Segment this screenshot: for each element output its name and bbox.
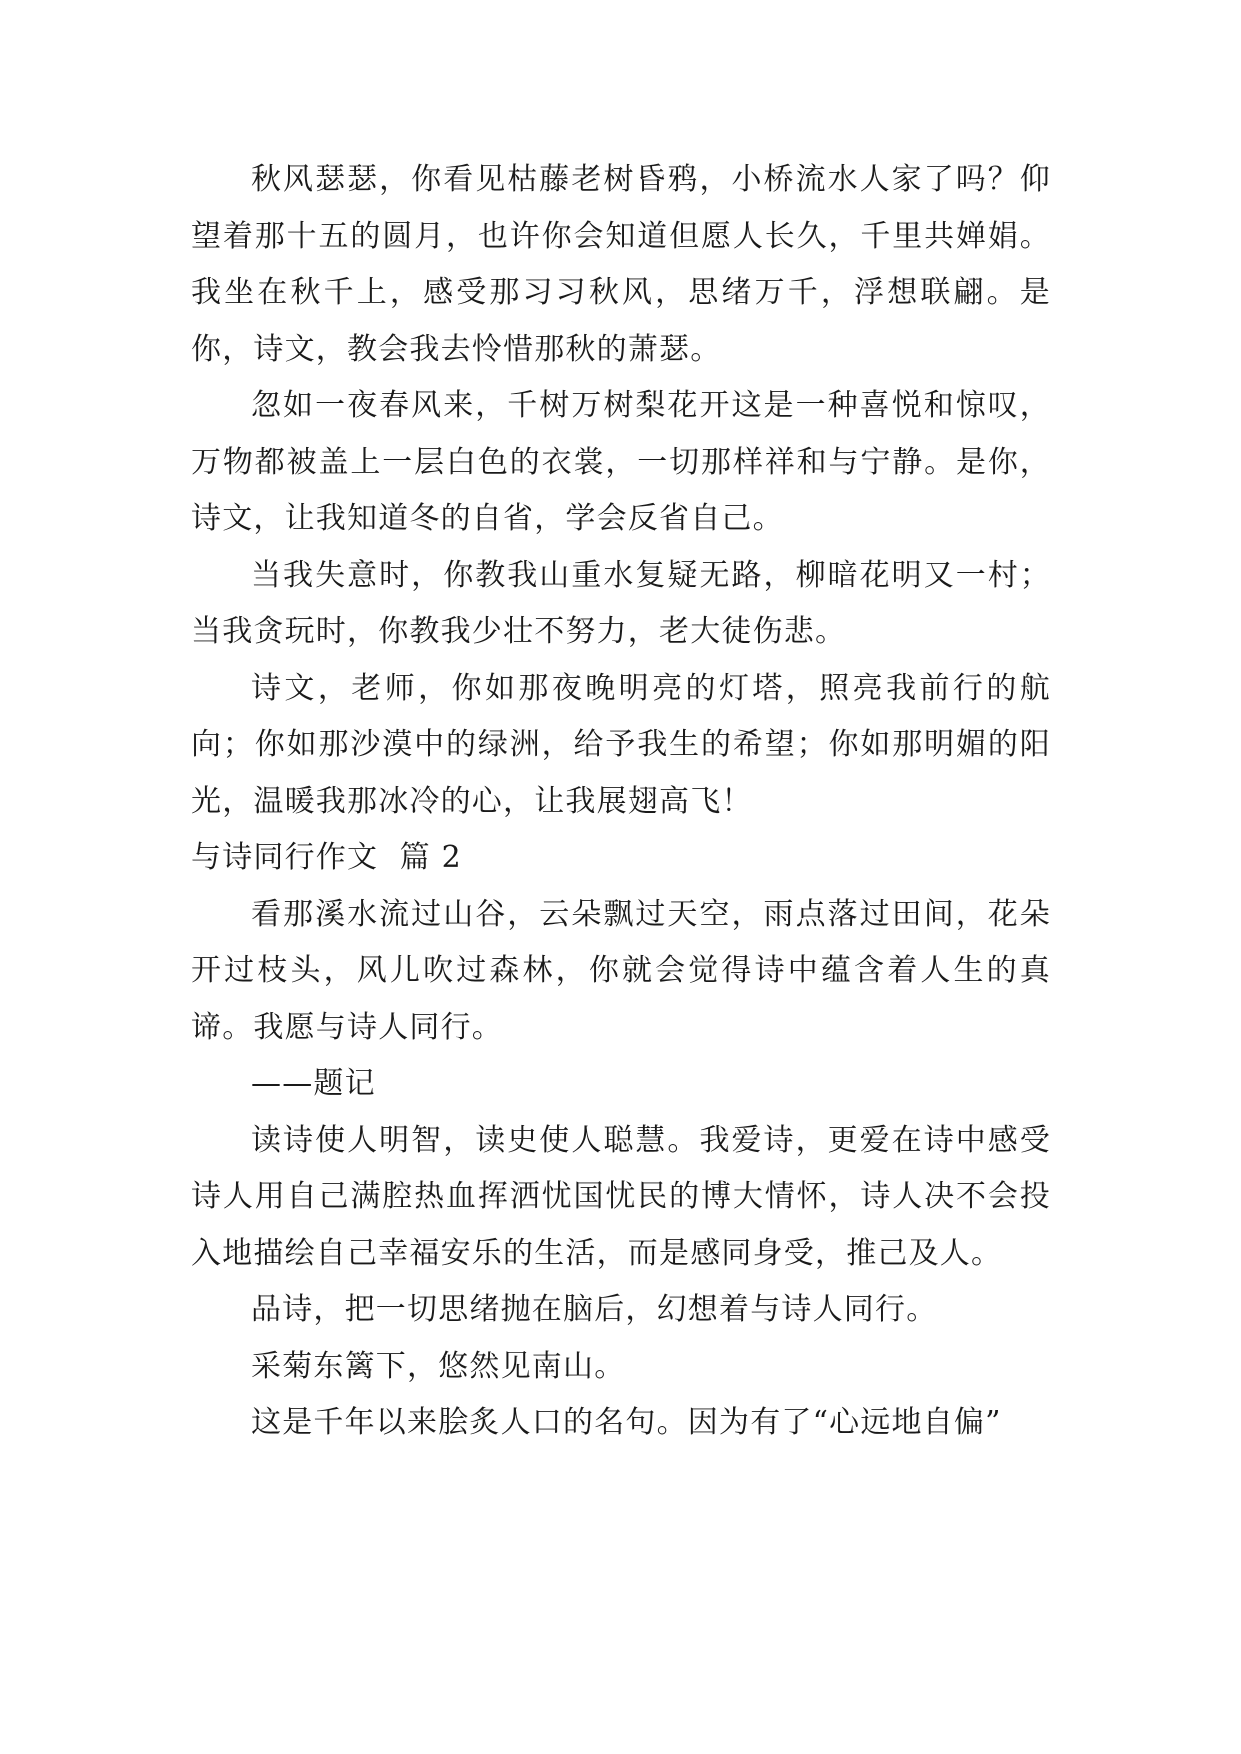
paragraph: 秋风瑟瑟，你看见枯藤老树昏鸦，小桥流水人家了吗？仰望着那十五的圆月，也许你会知道但愿人长久，千里共婵娟。我坐在秋千上，感受那习习秋风，思绪万千，浮想联翩。是你，诗文，教会我去怜惜那秋的萧瑟。 [191, 162, 1051, 367]
paragraph: 忽如一夜春风来，千树万树梨花开这是一种喜悦和惊叹，万物都被盖上一层白色的衣裳，一切那样祥和与宁静。是你，诗文，让我知道冬的自省，学会反省自己。 [191, 388, 1051, 536]
epigraph-attribution: ——题记 [251, 1066, 376, 1101]
paragraph: 看那溪水流过山谷，云朵飘过天空，雨点落过田间，花朵开过枝头，风儿吹过森林，你就会觉得诗中蕴含着人生的真谛。我愿与诗人同行。 [191, 896, 1051, 1045]
paragraph: 读诗使人明智，读史使人聪慧。我爱诗，更爱在诗中感受诗人用自己满腔热血挥洒忧国忧民的博大情怀，诗人决不会投入地描绘自己幸福安乐的生活，而是感同身受，推己及人。 [191, 1122, 1051, 1271]
paragraph: 诗文，老师，你如那夜晚明亮的灯塔，照亮我前行的航向；你如那沙漠中的绿洲，给予我生的希望；你如那明媚的阳光，温暖我那冰冷的心，让我展翅高飞！ [191, 670, 1051, 819]
paragraph: 这是千年以来脍炙人口的名句。因为有了“心远地自偏” [251, 1405, 1002, 1440]
paragraph: 当我失意时，你教我山重水复疑无路，柳暗花明又一村；当我贪玩时，你教我少壮不努力，老大徒伤悲。 [191, 557, 1051, 649]
document-page [191, 152, 1051, 1452]
paragraph: 品诗，把一切思绪抛在脑后，幻想着与诗人同行。 [251, 1292, 938, 1327]
quoted-poem-line: 采菊东篱下，悠然见南山。 [251, 1348, 626, 1384]
section-heading: 与诗同行作文 篇 2 [191, 840, 462, 875]
